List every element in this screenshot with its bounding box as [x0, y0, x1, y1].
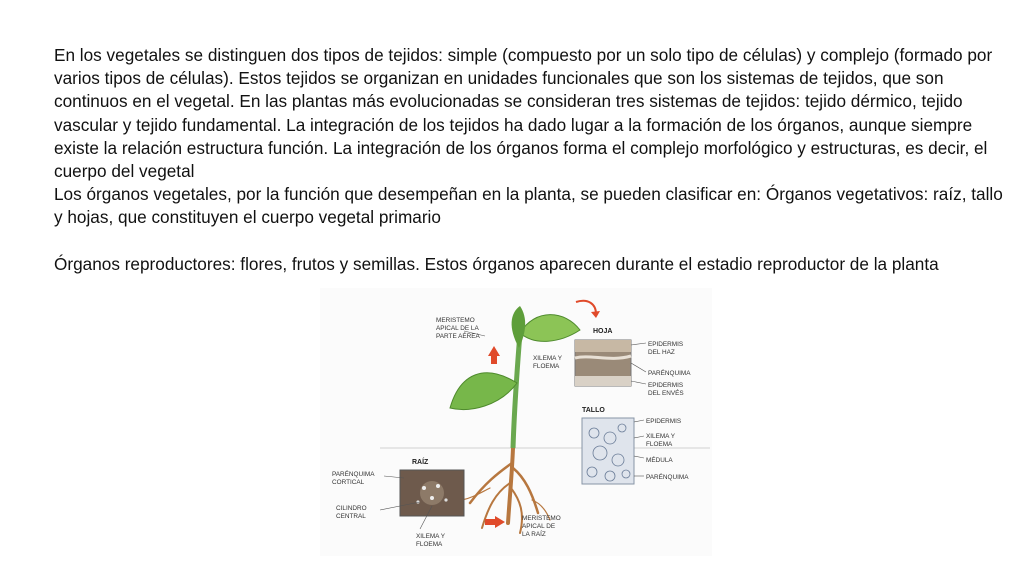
hoja-upper-layer	[575, 340, 631, 352]
label-cilindro-central: CILINDRO CENTRAL	[336, 505, 367, 520]
label-medula: MÉDULA	[646, 457, 673, 464]
paragraph-organs-vegetative: Los órganos vegetales, por la función que desempeñan en la planta, se pueden clasificar en: Órganos vegetativos: raíz, tallo y hojas, que constituyen el cuerpo vegetal primario	[54, 184, 1003, 228]
paragraph-gap	[54, 230, 1004, 253]
label-parenquima-cortical: PARÉNQUIMA CORTICAL	[332, 471, 375, 486]
slide-text-block	[54, 44, 1004, 276]
tallo-title: TALLO	[582, 407, 605, 414]
paragraph-organs-reproductive: Órganos reproductores: flores, frutos y semillas. Estos órganos aparecen durante el estadio reproductor de la planta	[54, 253, 939, 274]
raiz-micrograph	[400, 470, 464, 516]
label-xylem-stem: XILEMA Y FLOEMA	[533, 355, 562, 370]
label-parenquima-hoja: PARÉNQUIMA	[648, 370, 691, 377]
hoja-title: HOJA	[593, 328, 613, 335]
tallo-micrograph	[582, 418, 634, 484]
label-xilema-raiz: XILEMA Y FLOEMA	[416, 533, 445, 548]
plant-organs-diagram	[320, 288, 712, 556]
label-meristem-top: MERISTEMO APICAL DE LA PARTE AÉREA	[436, 317, 480, 340]
label-epidermis-haz: EPIDERMIS DEL HAZ	[648, 341, 684, 356]
raiz-title: RAÍZ	[412, 459, 429, 466]
hoja-lower-layer	[575, 376, 631, 386]
label-epidermis-enves: EPIDERMIS DEL ENVÉS	[648, 382, 684, 397]
label-epidermis-tallo: EPIDERMIS	[646, 418, 682, 425]
label-parenquima-tallo: PARÉNQUIMA	[646, 474, 689, 481]
label-xilema-tallo: XILEMA Y FLOEMA	[646, 433, 675, 448]
paragraph-tissues: En los vegetales se distinguen dos tipos de tejidos: simple (compuesto por un solo tipo de células) y complejo (formado por varios tipos de células). Estos tejidos se organizan en unidades funcionales que son los sistemas de tejidos, que son continuos en el vegetal. En las plantas más evolucionadas se consideran tres sistemas de tejidos: tejido dérmico, tejido vascular y tejido fundamental. La integración de los tejidos ha dado lugar a la formación de los órganos, aunque siempre existe la relación estructura función. La integración de los órganos forma el complejo morfológico y estructuras, es decir, el cuerpo del vegetal	[54, 45, 993, 182]
label-meristem-root: MERISTEMO APICAL DE LA RAÍZ	[522, 515, 561, 538]
